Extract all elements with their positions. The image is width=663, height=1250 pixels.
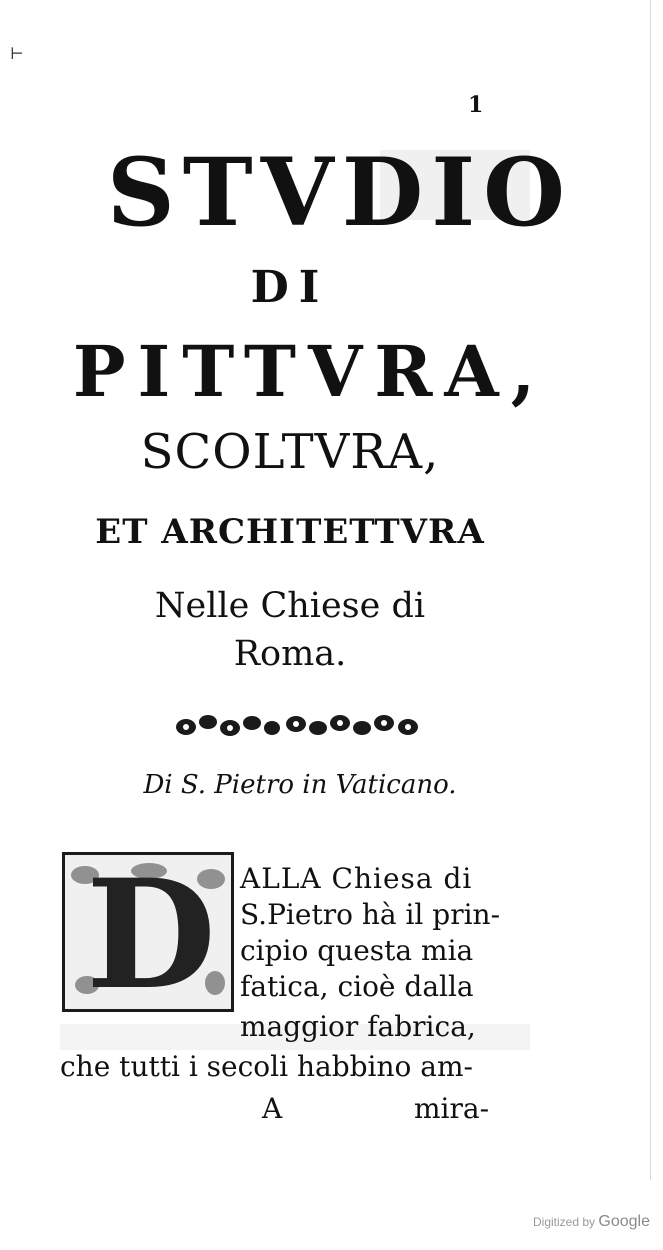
decorated-initial: [62, 847, 234, 1023]
body-line: ALLA Chiesa di: [240, 862, 473, 895]
body-line: S.Pietro hà il prin-: [240, 898, 501, 931]
page-edge-line: [650, 0, 651, 1180]
body-line: maggior fabrica,: [240, 1010, 476, 1043]
title-line-7: Roma.: [233, 634, 347, 674]
title-line-6: Nelle Chiese di: [154, 586, 426, 626]
title-line-4: SCOLTVRA,: [140, 424, 440, 480]
watermark-label: Digitized by: [533, 1215, 596, 1229]
fleuron-ornament: [172, 710, 428, 744]
title-line-1: STVDIO: [106, 138, 574, 248]
body-line: cipio questa mia: [240, 934, 474, 967]
page-number: 1: [468, 92, 484, 118]
google-logo: Google: [598, 1213, 650, 1230]
title-line-2: DI: [250, 262, 330, 313]
signature-mark: A: [262, 1092, 283, 1125]
catchword: mira-: [414, 1092, 490, 1125]
body-line: fatica, cioè dalla: [240, 970, 474, 1003]
digitized-by-watermark: [533, 1213, 650, 1231]
margin-mark: ⊢: [10, 44, 24, 63]
section-heading: Di S. Pietro in Vaticano.: [143, 770, 457, 800]
initial-letter: D: [85, 847, 217, 1023]
title-line-5: ET ARCHITETTVRA: [95, 512, 485, 552]
body-line: che tutti i secoli habbino am-: [60, 1050, 473, 1083]
title-line-3: PITTVRA,: [72, 330, 548, 413]
